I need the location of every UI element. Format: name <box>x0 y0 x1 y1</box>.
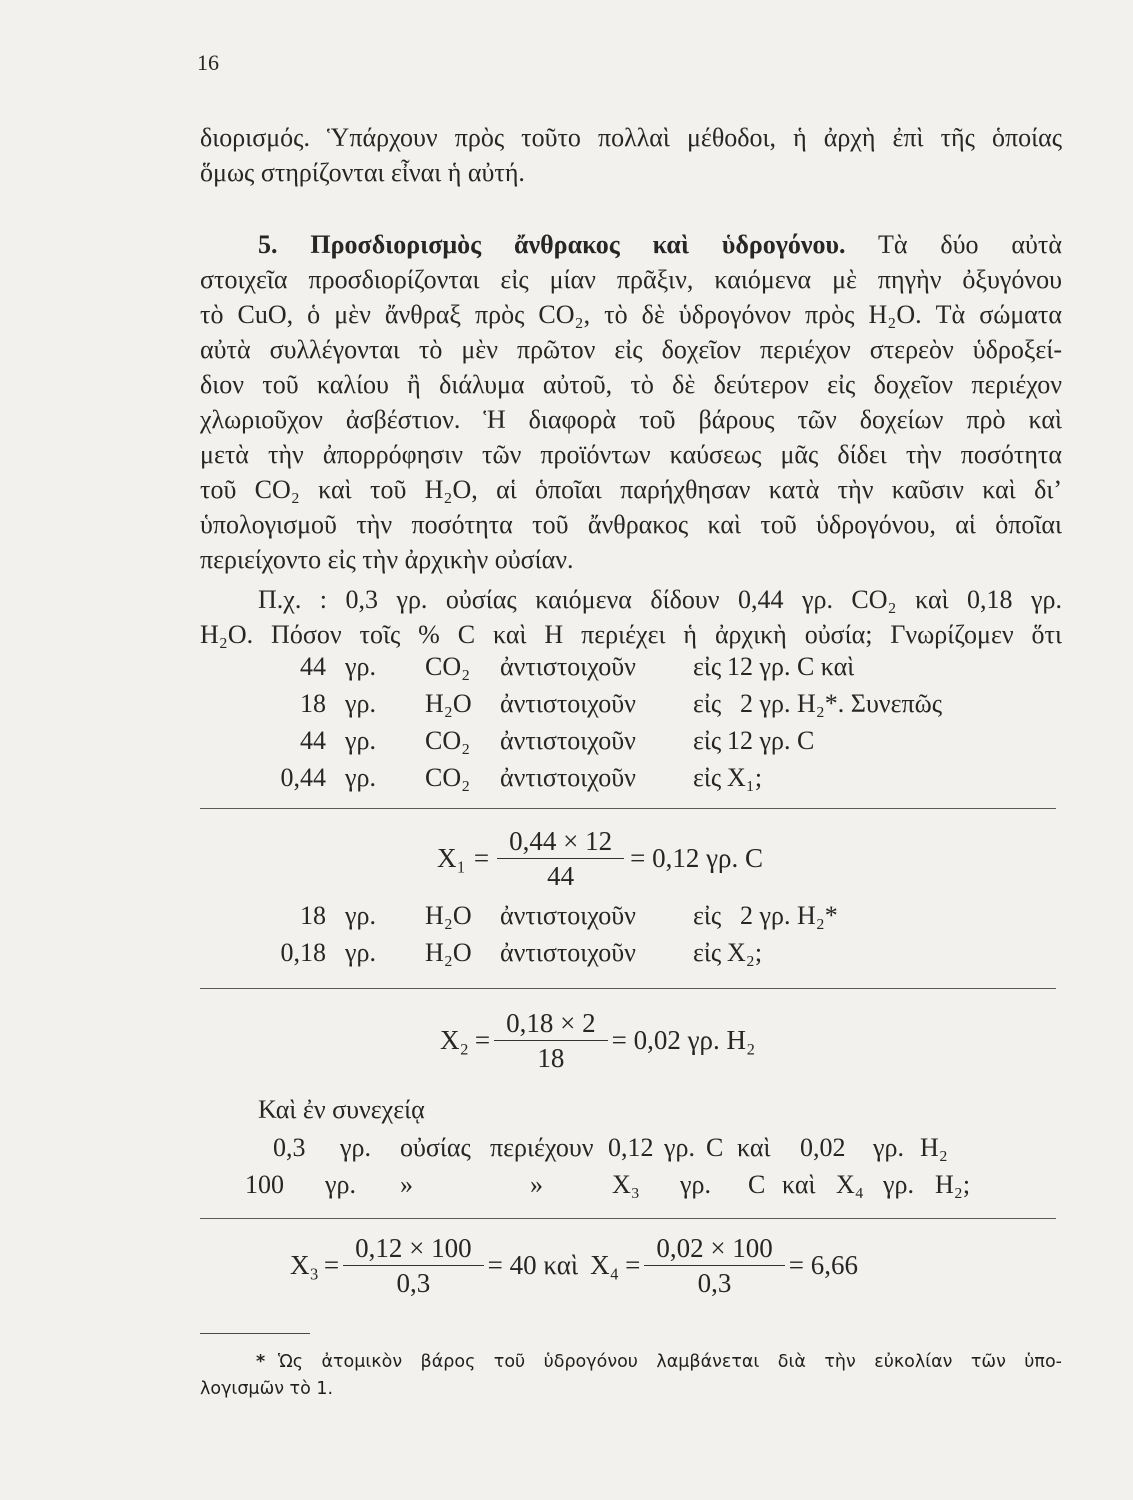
unit: γρ. <box>345 763 376 792</box>
verb: περιέχουν <box>490 1133 594 1162</box>
numerator: 0,02 × 100 <box>644 1231 784 1266</box>
amount: 44 <box>300 652 326 681</box>
compound: H₂O <box>425 689 472 718</box>
ditto-mark: » <box>530 1170 543 1199</box>
preposition: εἰς <box>693 938 722 967</box>
verb: ἀντιστοιχοῦν <box>500 901 636 930</box>
divider-rule <box>200 988 1056 989</box>
fraction <box>497 824 624 893</box>
amount: 0,44 <box>280 763 326 792</box>
denominator: 44 <box>547 860 575 891</box>
equals-sign: = <box>474 1024 491 1055</box>
unit: γρ. <box>664 1133 695 1162</box>
proportion-row <box>0 899 1133 933</box>
divider-rule <box>200 808 1056 809</box>
text-line: μετὰ τὴν ἀπορρόφησιν τῶν προϊόντων καύσεως μᾶς δίδει τὴν ποσότητα <box>200 439 1062 469</box>
compound: CO₂ <box>425 726 471 755</box>
equals-sign: = <box>625 1249 641 1280</box>
proportion-row <box>0 724 1133 758</box>
conjunction: καὶ <box>782 1170 816 1199</box>
numerator: 0,18 × 2 <box>494 1006 607 1041</box>
unit: γρ. <box>340 1133 371 1162</box>
amount: 0,3 <box>273 1133 306 1162</box>
equation-lhs: X₂ <box>440 1024 469 1055</box>
text-line: αὐτὰ συλλέγονται τὸ μὲν πρῶτον εἰς δοχεῖον περιέχον στερεὸν ὑδροξεί- <box>200 334 1062 364</box>
text-line: διον τοῦ καλίου ἢ διάλυμα αὐτοῦ, τὸ δὲ δεύτερον εἰς δοχεῖον περιέχον <box>200 369 1062 399</box>
preposition: εἰς <box>693 689 722 718</box>
preposition: εἰς <box>693 901 722 930</box>
result: 12 γρ. C καὶ <box>727 652 855 681</box>
substance: οὐσίας <box>400 1133 471 1162</box>
equation-rhs: = 0,02 γρ. H₂ <box>611 1024 756 1055</box>
amount: 100 <box>245 1170 284 1199</box>
unit: γρ. <box>345 901 376 930</box>
text-line: τὸ CuO, ὁ μὲν ἄνθραξ πρὸς CO₂, τὸ δὲ ὑδρογόνον πρὸς H₂O. Τὰ σώματα <box>200 299 1062 329</box>
footnote-line: Ὡς ἀτομικὸν βάρος τοῦ ὑδρογόνου λαμβάνεται διὰ τὴν εὐκολίαν τῶν ὑπο- <box>278 1352 1062 1372</box>
verb: ἀντιστοιχοῦν <box>500 938 636 967</box>
fraction <box>644 1231 784 1300</box>
text-line: Π.χ. : 0,3 γρ. οὐσίας καιόμενα δίδουν 0,44 γρ. CO₂ καὶ 0,18 γρ. <box>258 584 1062 614</box>
fraction <box>494 1006 607 1075</box>
text-line: τοῦ CO₂ καὶ τοῦ H₂O, αἱ ὁποῖαι παρήχθησαν κατὰ τὴν καῦσιν καὶ δι’ <box>200 474 1062 504</box>
result: X₂; <box>727 938 763 967</box>
unit: γρ. <box>325 1170 356 1199</box>
numerator: 0,12 × 100 <box>343 1231 483 1266</box>
equation-x2 <box>440 1005 755 1075</box>
equation-middle: = 40 καὶ <box>487 1249 579 1280</box>
unit: γρ. <box>680 1170 711 1199</box>
unit: γρ. <box>873 1133 904 1162</box>
section-first-line-text: Τὰ δύο αὐτὰ <box>877 229 1062 259</box>
verb: ἀντιστοιχοῦν <box>500 689 636 718</box>
hydrogen-amount: 0,02 <box>800 1133 846 1162</box>
fraction <box>343 1231 483 1300</box>
proportion-row <box>0 761 1133 795</box>
result: 12 γρ. C <box>727 726 815 755</box>
section-heading: 5. Προσδιορισμὸς ἄνθρακος καὶ ὑδρογόνου. <box>258 229 846 259</box>
equation-rhs: = 0,12 γρ. C <box>630 842 764 873</box>
text-line: χλωριοῦχον ἀσβέστιον. Ἡ διαφορὰ τοῦ βάρους τῶν δοχείων πρὸ καὶ <box>200 404 1062 434</box>
element-symbol: C <box>748 1170 766 1199</box>
unknown-x3: X₃ <box>612 1170 640 1199</box>
verb: ἀντιστοιχοῦν <box>500 652 636 681</box>
proportion-row <box>0 1168 1133 1202</box>
amount: 0,18 <box>280 938 326 967</box>
equals-sign: = <box>473 842 490 873</box>
text-line: διορισμός. Ὑπάρχουν πρὸς τοῦτο πολλαὶ μέθοδοι, ἡ ἀρχὴ ἐπὶ τῆς ὁποίας <box>200 122 1062 152</box>
denominator: 0,3 <box>396 1267 431 1298</box>
carbon-amount: 0,12 <box>608 1133 654 1162</box>
unit: γρ. <box>345 938 376 967</box>
verb: ἀντιστοιχοῦν <box>500 763 636 792</box>
unit: γρ. <box>345 652 376 681</box>
compound: CO₂ <box>425 652 471 681</box>
continuation-label: Καὶ ἐν συνεχείᾳ <box>258 1095 425 1124</box>
divider-rule <box>200 1218 1056 1219</box>
result: 2 γρ. H₂* <box>740 901 838 930</box>
equation-x3-x4 <box>290 1230 858 1300</box>
unit: γρ. <box>345 689 376 718</box>
denominator: 18 <box>537 1042 565 1073</box>
text-line: ὑπολογισμοῦ τὴν ποσότητα τοῦ ἄνθρακος καὶ τοῦ ὑδρογόνου, αἱ ὁποῖαι <box>200 509 1062 539</box>
preposition: εἰς <box>693 652 722 681</box>
equation-lhs: X₁ <box>437 842 466 873</box>
unit: γρ. <box>883 1170 914 1199</box>
proportion-row <box>0 1131 1133 1165</box>
compound: H₂O <box>425 938 472 967</box>
denominator: 0,3 <box>697 1267 732 1298</box>
text-line: H₂O. Πόσον τοῖς % C καὶ H περιέχει ἡ ἀρχικὴ οὐσία; Γνωρίζομεν ὅτι <box>200 619 1062 649</box>
element-symbol: C <box>706 1133 724 1162</box>
equation-x1 <box>437 823 763 893</box>
page-number: 16 <box>197 50 219 75</box>
amount: 18 <box>300 901 326 930</box>
unknown-x4: X₄ <box>836 1170 864 1199</box>
compound: CO₂ <box>425 763 471 792</box>
preposition: εἰς <box>693 763 722 792</box>
result: X₁; <box>727 763 763 792</box>
amount: 44 <box>300 726 326 755</box>
element-symbol: H₂ <box>920 1133 948 1162</box>
compound: H₂O <box>425 901 472 930</box>
verb: ἀντιστοιχοῦν <box>500 726 636 755</box>
equals-sign: = <box>323 1249 340 1280</box>
amount: 18 <box>300 689 326 718</box>
equation-lhs: X₃ <box>290 1249 319 1280</box>
conjunction: καὶ <box>737 1133 771 1162</box>
text-line <box>258 227 1062 262</box>
unit: γρ. <box>345 726 376 755</box>
text-line: ὅμως στηρίζονται εἶναι ἡ αὐτή. <box>200 157 525 187</box>
footnote-line: λογισμῶν τὸ 1. <box>200 1379 334 1399</box>
text-line: στοιχεῖα προσδιορίζονται εἰς μίαν πρᾶξιν, καιόμενα μὲ πηγὴν ὀξυγόνου <box>200 264 1062 294</box>
ditto-mark: » <box>400 1170 413 1199</box>
proportion-row <box>0 687 1133 721</box>
equation-lhs: X₄ <box>590 1249 620 1280</box>
numerator: 0,44 × 12 <box>497 824 624 859</box>
footnote-marker: * <box>256 1352 266 1372</box>
proportion-row <box>0 650 1133 684</box>
preposition: εἰς <box>693 726 722 755</box>
result: 2 γρ. H₂*. Συνεπῶς <box>740 689 943 718</box>
text-line: περιείχοντο εἰς τὴν ἀρχικὴν οὐσίαν. <box>200 544 574 574</box>
proportion-row <box>0 936 1133 970</box>
footnote-rule <box>200 1333 310 1334</box>
element-symbol: H₂; <box>935 1170 971 1199</box>
equation-rhs: = 6,66 <box>788 1249 859 1280</box>
